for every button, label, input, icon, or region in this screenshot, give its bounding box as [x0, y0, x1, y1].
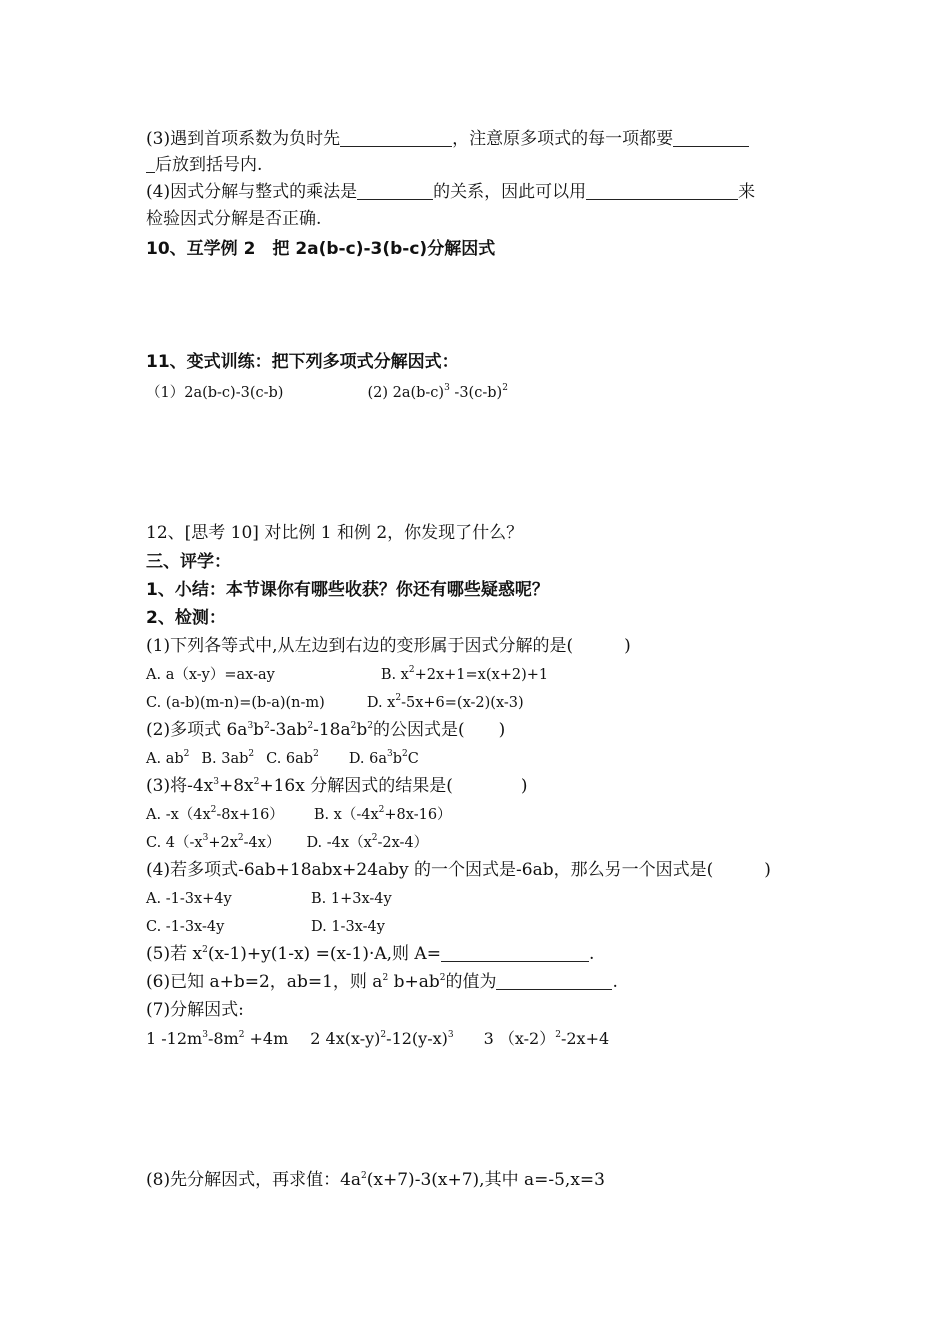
answer-blank[interactable] — [496, 972, 612, 990]
test3-options-cd — [146, 831, 428, 855]
q11-problem-1: （1）2a(b-c)-3(c-b) — [146, 385, 284, 401]
test4-option-a: A. -1-3x+4y — [146, 891, 232, 907]
q9-item3-line1 — [146, 127, 749, 151]
test2-option-b: B. $3ab^2$ — [201, 749, 255, 767]
q9-item4-text-a: (4)因式分解与整式的乘法是 — [146, 182, 358, 202]
q9-item3-line2 — [146, 153, 262, 177]
test4-option-d: D. 1-3x-4y — [311, 919, 385, 935]
test7-problem-3: 3 $(x-2)^2-2x+4$ — [483, 1029, 610, 1048]
answer-blank[interactable] — [357, 182, 433, 200]
test1-option-a: A. a（x-y）=ax-ay — [146, 667, 275, 683]
test4-options-ab — [146, 887, 392, 911]
test3-option-c: C. $4(-x^3+2x^2-4x)$ — [146, 833, 281, 851]
test2-option-d: D. $6a^3b^2C$ — [348, 749, 419, 767]
test5-question: (5)若 $x^2(x-1)+y(1-x) =(x-1)\cdot A$,则 A= . — [146, 944, 595, 964]
test4-option-c: C. -1-3x-4y — [146, 919, 225, 935]
test3-options-ab — [146, 803, 452, 827]
test3-question: (3)将$-4x^3+8x^2+16x$ 分解因式的结果是( ) — [146, 776, 528, 796]
test1-option-c: C. (a-b)(m-n)=(b-a)(n-m) — [146, 695, 325, 711]
test6-question: (6)已知 a+b=2，ab=1，则 $a^2$ $b+ab^2$的值为 . — [146, 972, 618, 992]
answer-blank[interactable] — [673, 129, 749, 147]
answer-blank[interactable] — [586, 182, 738, 200]
answer-blank[interactable] — [340, 129, 452, 147]
test4-option-b: B. 1+3x-4y — [311, 891, 392, 907]
test7-problem-2: 2 $4x(x-y)^2-12(y-x)^3$ — [310, 1029, 454, 1048]
q9-item4-line2 — [146, 207, 321, 231]
answer-blank[interactable] — [146, 155, 155, 173]
q9-item4-text-d: 检验因式分解是否正确. — [146, 209, 322, 229]
q9-item4-text-b: 的关系，因此可以用 — [433, 182, 587, 202]
q9-item3-text-b: ，注意原多项式的每一项都要 — [452, 129, 674, 149]
q9-item4-line1 — [146, 180, 755, 204]
section-3-title: 三、评学： — [146, 552, 231, 572]
q9-item3-text-a: (3)遇到首项系数为负时先 — [146, 129, 341, 149]
test2-options — [146, 747, 419, 771]
test1-options-cd — [146, 691, 524, 715]
test3-option-d: D. $-4x(x^2-2x-4)$ — [306, 833, 429, 851]
test2-question: (2)多项式 $6a^3b^2-3ab^2-18a^2b^2$的公因式是( ) — [146, 720, 506, 740]
test1-question: (1)下列各等式中,从左边到右边的变形属于因式分解的是( ) — [146, 636, 631, 656]
check-title: 2、检测： — [146, 608, 226, 628]
test1-option-b: B. $x^2+2x+1=x(x+2)+1$ — [380, 665, 549, 683]
test2-option-c: C. $6ab^2$ — [266, 749, 319, 767]
q11-problem-2: (2) $2a(b-c)^3$ $-3(c-b)^2$ — [367, 383, 508, 401]
test7-title: (7)分解因式: — [146, 1000, 244, 1020]
test8-question: (8)先分解因式，再求值：$4a^2(x+7)-3(x+7)$,其中 a=-5,x=3 — [146, 1170, 605, 1190]
test3-option-b: B. $x(-4x^2+8x-16)$ — [313, 805, 452, 823]
test2-option-a: A. $ab^2$ — [146, 749, 190, 767]
q10-title: 10、互学例 2 把 2a(b-c)-3(b-c)分解因式 — [146, 239, 496, 259]
summary-text-content: 1、小结：本节课你有哪些收获？你还有哪些疑惑呢？ — [146, 580, 549, 600]
test7-problem-1: 1 $-12m^3-8m^2 +4m$ — [146, 1029, 289, 1048]
q11-problems — [146, 381, 508, 405]
test4-options-cd — [146, 915, 385, 939]
test1-option-d: D. $x^2-5x+6=(x-2)(x-3)$ — [366, 693, 524, 711]
q12-text: 12、[思考 10] 对比例 1 和例 2，你发现了什么？ — [146, 523, 524, 543]
test4-question: (4)若多项式-6ab+18abx+24aby 的一个因式是-6ab，那么另一个因式是( ) — [146, 860, 771, 880]
q9-item3-text-c: 后放到括号内. — [155, 155, 263, 175]
summary-text — [146, 578, 549, 602]
test1-options-ab — [146, 663, 548, 687]
test3-option-a: A. $-x(4x^2-8x+16)$ — [146, 805, 284, 823]
q9-item4-text-c: 来 — [738, 182, 756, 202]
q11-title: 11、变式训练：把下列多项式分解因式： — [146, 352, 459, 372]
answer-blank[interactable] — [441, 944, 589, 962]
test7-problems — [146, 1027, 609, 1051]
